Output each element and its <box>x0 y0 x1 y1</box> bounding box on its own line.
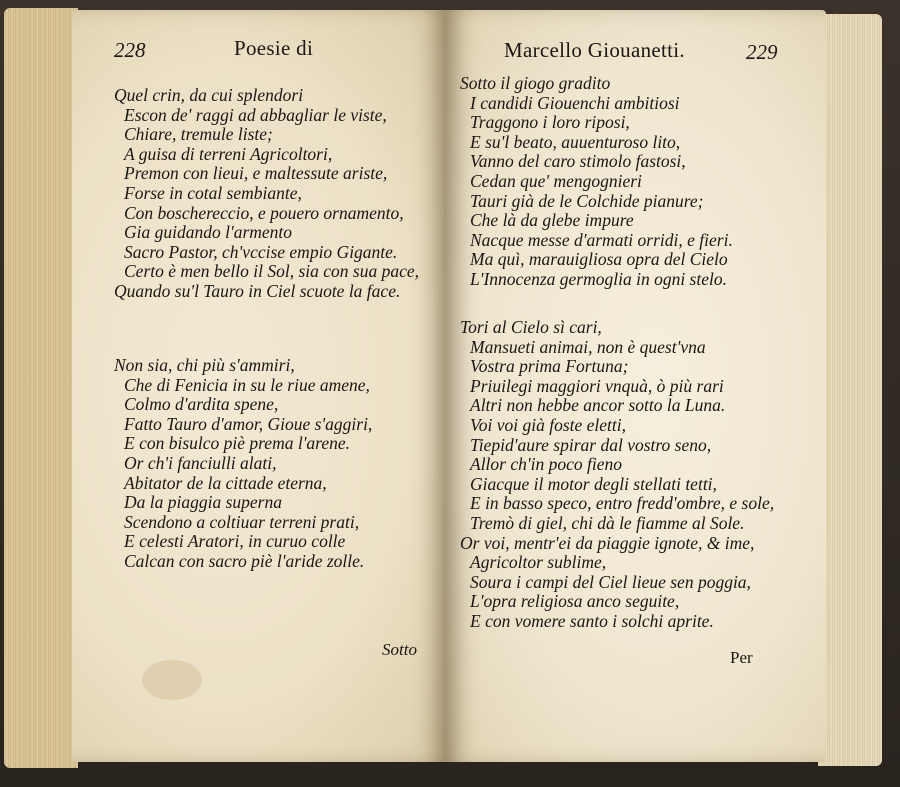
left-page-number: 228 <box>114 38 146 62</box>
verse-line: Allor ch'in poco fieno <box>470 454 622 475</box>
verse-line: Che di Fenicia in su le riue amene, <box>124 374 370 395</box>
verse-line: A guisa di terreni Agricoltori, <box>124 143 333 164</box>
verse-line: Quel crin, da cui splendori <box>114 85 304 105</box>
verse-line: Quando su'l Tauro in Ciel scuote la face. <box>114 280 401 301</box>
verse-line: Sotto il giogo gradito <box>460 73 611 93</box>
verse-line: Escon de' raggi ad abbagliar le viste, <box>124 104 387 125</box>
left-stanza-1 <box>114 86 419 302</box>
verse-line: Soura i campi del Ciel lieue sen poggia, <box>470 571 751 592</box>
verse-line: Or voi, mentr'ei da piaggie ignote, & ime, <box>460 532 755 553</box>
verse-line: Calcan con sacro piè l'aride zolle. <box>124 550 365 571</box>
left-catchword: Sotto <box>382 640 417 659</box>
verse-line: E celesti Aratori, in curuo colle <box>124 531 346 552</box>
verse-line: Nacque messe d'armati orridi, e fieri. <box>470 229 733 250</box>
verse-line: Premon con lieui, e maltessute ariste, <box>124 163 388 184</box>
right-page-edges <box>818 14 882 766</box>
verse-line: E in basso speco, entro fredd'ombre, e sole, <box>470 493 775 514</box>
verse-line: Cedan que' mengognieri <box>470 170 642 191</box>
right-catchword: Per <box>730 648 753 667</box>
verse-line: Traggono i loro riposi, <box>470 112 630 133</box>
verse-line: Che là da glebe impure <box>470 210 634 231</box>
left-running-head: Poesie di <box>234 36 314 60</box>
verse-line: Tremò di giel, chi dà le fiamme al Sole. <box>470 512 745 533</box>
verse-line: E con bisulco piè prema l'arene. <box>124 433 351 454</box>
left-page <box>72 10 446 762</box>
verse-line: Or ch'i fanciulli alati, <box>124 452 277 473</box>
right-page <box>446 10 826 762</box>
right-running-head: Marcello Giouanetti. <box>504 38 685 62</box>
verse-line: L'Innocenza germoglia in ogni stelo. <box>470 268 727 289</box>
verse-line: Giacque il motor degli stellati tetti, <box>470 473 717 494</box>
verse-line: Ma quì, marauigliosa opra del Cielo <box>470 249 728 270</box>
verse-line: Altri non hebbe ancor sotto la Luna. <box>470 395 726 416</box>
verse-line: Vanno del caro stimolo fastosi, <box>470 151 686 172</box>
verse-line: Colmo d'ardita spene, <box>124 394 279 415</box>
verse-line: Vostra prima Fortuna; <box>470 356 629 377</box>
verse-line: Tiepid'aure spirar dal vostro seno, <box>470 434 712 455</box>
verse-line: Abitator de la cittade eterna, <box>124 472 327 493</box>
right-stanza-1 <box>460 74 733 290</box>
left-page-edges <box>4 8 78 768</box>
verse-line: Non sia, chi più s'ammiri, <box>114 355 295 375</box>
verse-line: Gia guidando l'armento <box>124 222 293 243</box>
verse-line: Forse in cotal sembiante, <box>124 182 302 203</box>
verse-line: I candidi Giouenchi ambitiosi <box>470 92 680 113</box>
verse-line: Fatto Tauro d'amor, Gioue s'aggiri, <box>124 413 373 434</box>
verse-line: Mansueti animai, non è quest'vna <box>470 336 706 357</box>
verse-line: Tauri già de le Colchide pianure; <box>470 190 704 211</box>
verse-line: Chiare, tremule liste; <box>124 124 273 145</box>
verse-line: Priuilegi maggiori vnquà, ò più rari <box>470 375 724 396</box>
verse-line: E con vomere santo i solchi aprite. <box>470 610 714 631</box>
verse-line: Scendono a coltiuar terreni prati, <box>124 511 360 532</box>
verse-line: Tori al Cielo sì cari, <box>460 317 602 337</box>
right-page-number: 229 <box>746 40 778 64</box>
verse-line: Da la piaggia superna <box>124 492 282 513</box>
verse-line: E su'l beato, auuenturoso lito, <box>470 131 681 152</box>
verse-line: Certo è men bello il Sol, sia con sua pace, <box>124 261 420 282</box>
verse-line: Con boschereccio, e pouero ornamento, <box>124 202 404 223</box>
verse-line: Voi voi già foste eletti, <box>470 414 627 435</box>
verse-line: Sacro Pastor, ch'vccise empio Gigante. <box>124 241 398 262</box>
verse-line: L'opra religiosa anco seguite, <box>470 591 680 612</box>
paper-stain <box>142 660 202 700</box>
left-stanza-2 <box>114 356 372 572</box>
verse-line: Agricoltor sublime, <box>470 552 607 573</box>
right-stanza-2 <box>460 318 774 632</box>
